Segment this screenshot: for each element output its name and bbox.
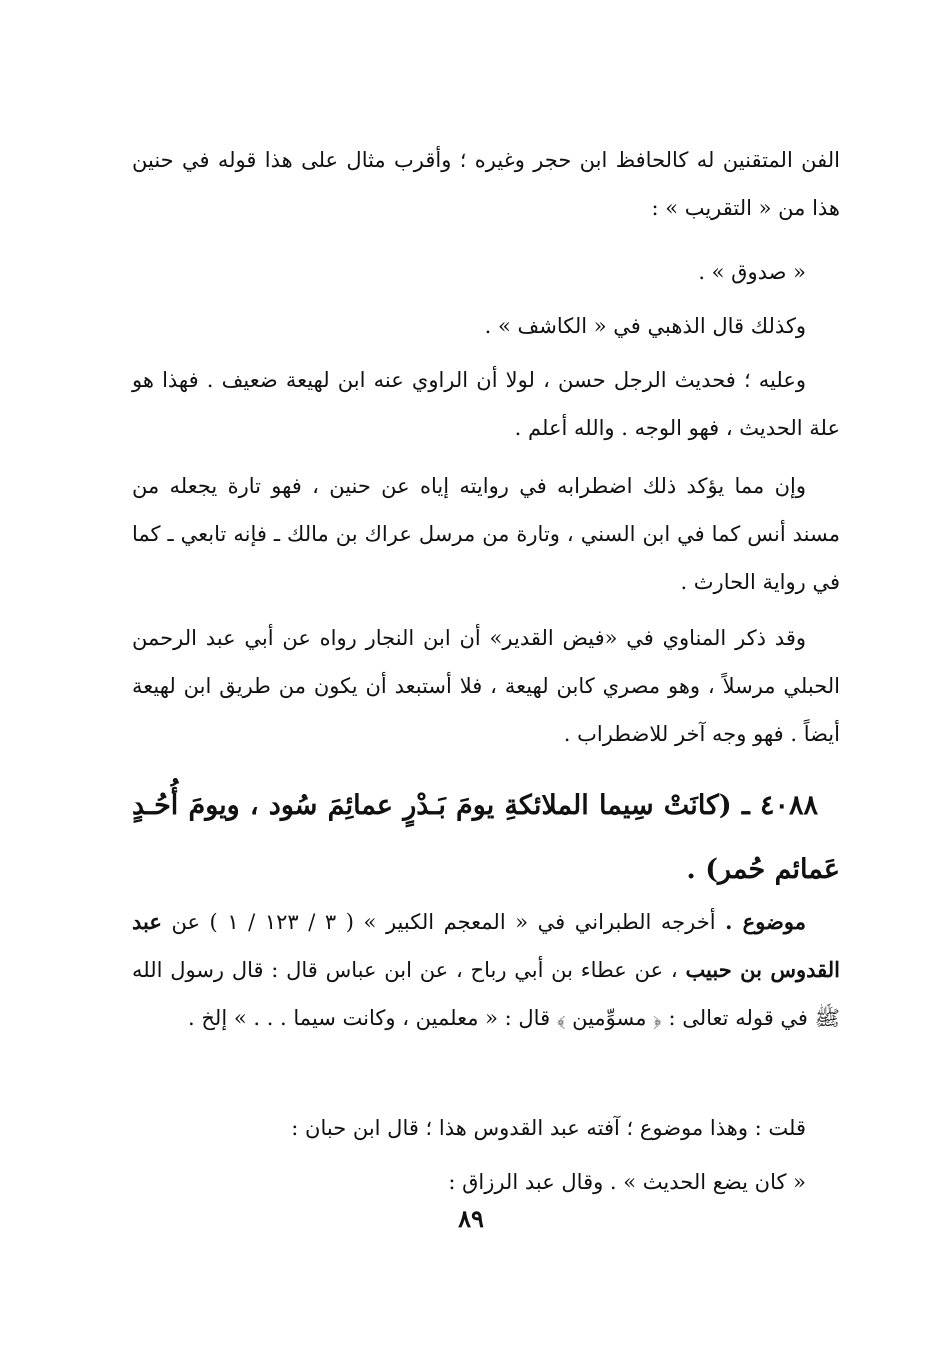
comment-line-1: قلت : وهذا موضوع ؛ آفته عبد القدوس هذا ؛ قال ابن حبان :: [291, 1116, 806, 1140]
narrator-name: عبد القدوس بن حبيب: [132, 909, 841, 982]
grading-label: موضوع .: [725, 909, 806, 934]
hadith-heading: [132, 774, 840, 902]
paragraph-ruling: وعليه ؛ فحديث الرجل حسن ، لولا أن الراوي عنه ابن لهيعة ضعيف . فهذا هو علة الحديث ، فهو الوجه . والله أعلم .: [132, 368, 840, 440]
paragraph-idtirab: وإن مما يؤكد ذلك اضطرابه في روايته إياه عن حنين ، فهو تارة يجعله من مسند أنس كما في ابن السني ، وتارة من مرسل عراك بن مالك ـ فإنه تابعي ـ كما في رواية الحارث .: [132, 474, 840, 594]
paragraph-munawi: وقد ذكر المناوي في «فيض القدير» أن ابن النجار رواه عن أبي عبد الرحمن الحبلي مرسلاً ، وهو مصري كابن لهيعة ، فلا أستبعد أن يكون من طريق ابن لهيعة أيضاً . فهو وجه آخر للاضطراب .: [132, 626, 840, 746]
takhrij-source: أخرجه الطبراني في « المعجم الكبير » ( ٣ / ١٢٣ / ١ ) عن: [171, 910, 716, 934]
page-number: ٨٩: [458, 1204, 484, 1233]
comment-line-2: « كان يضع الحديث » . وقال عبد الرزاق :: [448, 1170, 806, 1194]
paragraph-dhahabi: وكذلك قال الذهبي في « الكاشف » .: [484, 314, 806, 338]
hadith-number: ٤٠٨٨ ـ: [741, 790, 818, 821]
takhrij-chain: ، عن عطاء بن أبي رباح ، عن ابن عباس قال : قال رسول الله ﷺ في قوله تعالى : ﴿ مسوِّمين ﴾ قال : « معلمين ، وكانت سيما . . . » إلخ .: [132, 958, 840, 1030]
paragraph-saduq: « صدوق » .: [698, 260, 806, 284]
hadith-text: (كانَتْ سِيما الملائكةِ يومَ بَـدْرٍ عمائِمَ سُود ، ويومَ أُحُـدٍ عَمائم حُمر) .: [132, 790, 840, 885]
paragraph-takhrij: [132, 898, 840, 1042]
paragraph-continuation: الفن المتقنين له كالحافظ ابن حجر وغيره ؛ وأقرب مثال على هذا قوله في حنين هذا من « التقريب » :: [132, 148, 840, 220]
